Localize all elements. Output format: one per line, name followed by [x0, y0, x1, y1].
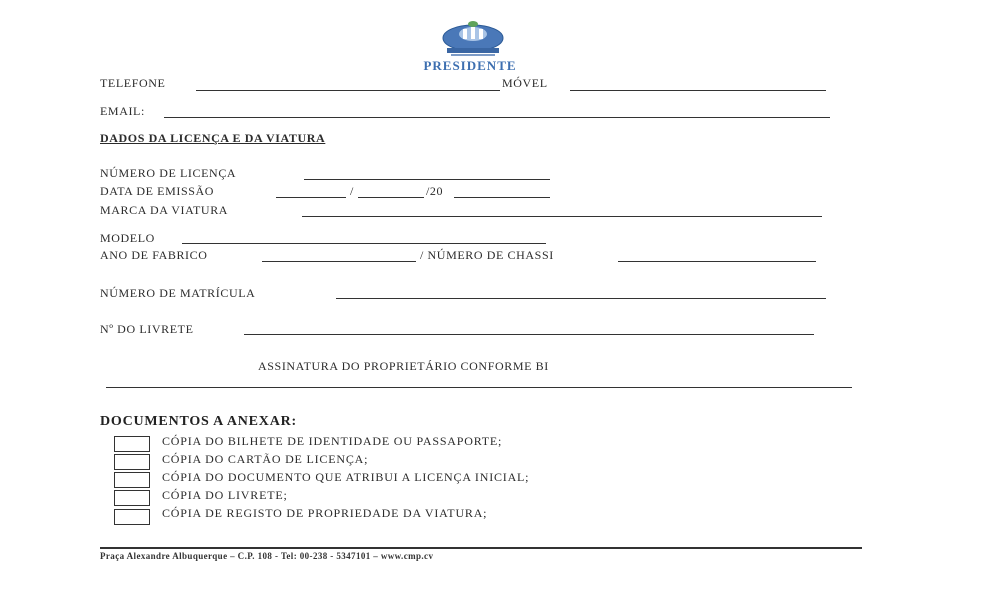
marca-field[interactable]	[302, 216, 822, 217]
numero-chassi-label: / NÚMERO DE CHASSI	[420, 248, 554, 262]
doc-item-livrete: CÓPIA DO LIVRETE;	[162, 488, 288, 502]
data-emissao-year-field[interactable]	[454, 197, 550, 198]
movel-field[interactable]	[570, 90, 826, 91]
numero-licenca-label: NÚMERO DE LICENÇA	[100, 166, 237, 180]
movel-label: MÓVEL	[502, 76, 548, 90]
checkbox-documento-licenca[interactable]	[114, 472, 150, 488]
footer-divider	[100, 547, 862, 549]
data-separator-2: /20	[426, 184, 444, 198]
footer-address: Praça Alexandre Albuquerque – C.P. 108 - Tel: 00-238 - 5347101 – www.cmp.cv	[100, 551, 434, 561]
numero-matricula-field[interactable]	[336, 298, 826, 299]
telefone-label: TELEFONE	[100, 76, 166, 90]
checkbox-bilhete[interactable]	[114, 436, 150, 452]
doc-item-registo: CÓPIA DE REGISTO DE PROPRIEDADE DA VIATURA;	[162, 506, 488, 520]
license-section-title: DADOS DA LICENÇA E DA VIATURA	[100, 131, 326, 145]
data-emissao-month-field[interactable]	[358, 197, 424, 198]
modelo-label: MODELO	[100, 231, 155, 245]
checkbox-livrete[interactable]	[114, 490, 150, 506]
signature-label: ASSINATURA DO PROPRIETÁRIO CONFORME BI	[258, 359, 549, 373]
doc-item-bilhete: CÓPIA DO BILHETE DE IDENTIDADE OU PASSAPORTE;	[162, 434, 503, 448]
numero-chassi-field[interactable]	[618, 261, 816, 262]
ano-fabrico-field[interactable]	[262, 261, 416, 262]
documents-title: DOCUMENTOS A ANEXAR:	[100, 414, 297, 429]
signature-line[interactable]	[106, 387, 852, 388]
numero-matricula-label: NÚMERO DE MATRÍCULA	[100, 286, 256, 300]
numero-licenca-field[interactable]	[304, 179, 550, 180]
modelo-field[interactable]	[182, 243, 546, 244]
data-emissao-label: DATA DE EMISSÃO	[100, 184, 215, 198]
data-emissao-day-field[interactable]	[276, 197, 346, 198]
telefone-field[interactable]	[196, 90, 500, 91]
header-title: PRESIDENTE	[423, 58, 517, 73]
checkbox-cartao[interactable]	[114, 454, 150, 470]
doc-item-documento-licenca: CÓPIA DO DOCUMENTO QUE ATRIBUI A LICENÇA INICIAL;	[162, 470, 530, 484]
ano-fabrico-label: ANO DE FABRICO	[100, 248, 208, 262]
municipal-seal-icon	[433, 20, 513, 58]
checkbox-registo[interactable]	[114, 509, 150, 525]
livrete-label: Nº DO LIVRETE	[100, 322, 194, 336]
data-separator-1: /	[350, 184, 354, 198]
email-field[interactable]	[164, 117, 830, 118]
livrete-field[interactable]	[244, 334, 814, 335]
email-label: EMAIL:	[100, 104, 145, 118]
doc-item-cartao: CÓPIA DO CARTÃO DE LICENÇA;	[162, 452, 369, 466]
marca-label: MARCA DA VIATURA	[100, 203, 229, 217]
